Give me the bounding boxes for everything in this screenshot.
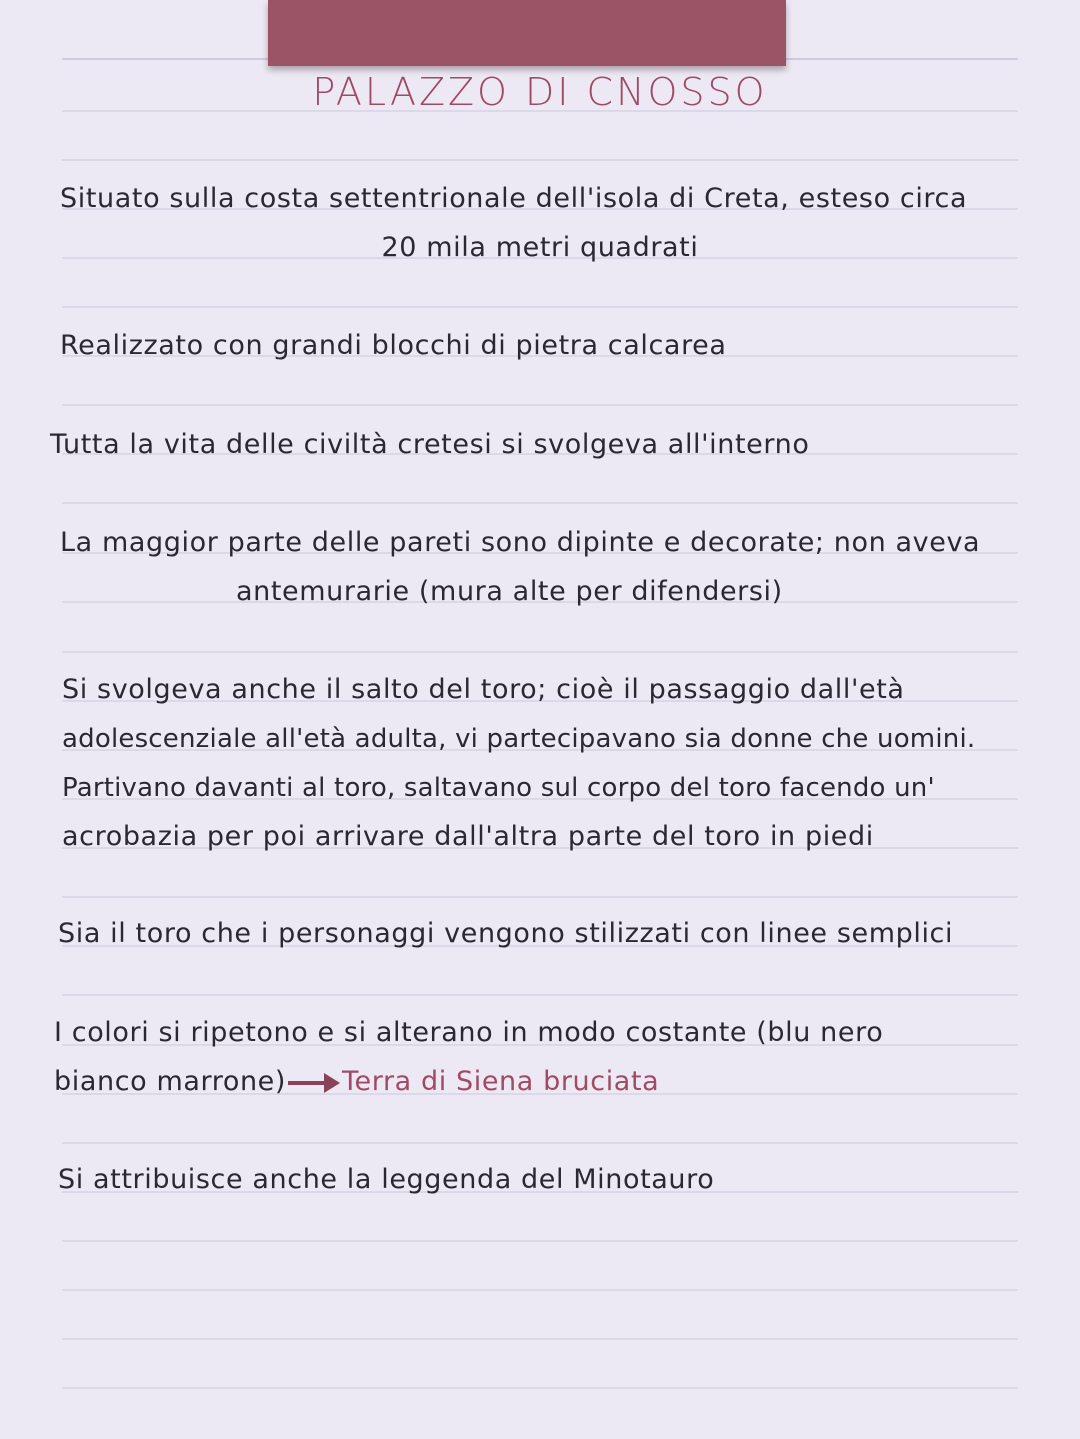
- ruled-line: [62, 896, 1018, 898]
- ruled-line: [62, 159, 1018, 161]
- note-line: adolescenziale all'età adulta, vi partecipavano sia donne che uomini.: [62, 724, 976, 754]
- washi-tape: [268, 0, 786, 66]
- note-line: Sia il toro che i personaggi vengono stilizzati con linee semplici: [58, 918, 954, 949]
- note-line: Partivano davanti al toro, saltavano sul corpo del toro facendo un': [62, 773, 935, 803]
- note-line: Tutta la vita delle civiltà cretesi si svolgeva all'interno: [50, 429, 810, 460]
- ruled-line: [62, 651, 1018, 653]
- note-line-with-arrow: [54, 1065, 659, 1099]
- ruled-line: [62, 306, 1018, 308]
- ruled-line: [62, 1387, 1018, 1389]
- note-line: antemurarie (mura alte per difendersi): [236, 576, 783, 607]
- note-line: Si attribuisce anche la leggenda del Minotauro: [58, 1164, 715, 1195]
- note-line: acrobazia per poi arrivare dall'altra parte del toro in piedi: [62, 821, 874, 852]
- page-title: PALAZZO DI CNOSSO: [312, 70, 768, 114]
- note-line: La maggior parte delle pareti sono dipinte e decorate; non aveva: [60, 527, 981, 558]
- note-line: Situato sulla costa settentrionale dell'isola di Creta, esteso circa: [60, 183, 968, 214]
- note-line: Si svolgeva anche il salto del toro; cioè il passaggio dall'età: [62, 674, 905, 705]
- note-text: bianco marrone): [54, 1066, 287, 1097]
- highlight-text: Terra di Siena bruciata: [342, 1066, 660, 1097]
- ruled-line: [62, 1142, 1018, 1144]
- ruled-line: [62, 1240, 1018, 1242]
- ruled-line: [62, 404, 1018, 406]
- ruled-line: [62, 1289, 1018, 1291]
- ruled-line: [62, 502, 1018, 504]
- ruled-line: [62, 1338, 1018, 1340]
- ruled-line: [62, 994, 1018, 996]
- right-arrow-icon: [288, 1073, 340, 1093]
- note-line: I colori si ripetono e si alterano in modo costante (blu nero: [54, 1017, 884, 1048]
- note-line: 20 mila metri quadrati: [381, 232, 699, 263]
- note-line: Realizzato con grandi blocchi di pietra calcarea: [60, 330, 727, 361]
